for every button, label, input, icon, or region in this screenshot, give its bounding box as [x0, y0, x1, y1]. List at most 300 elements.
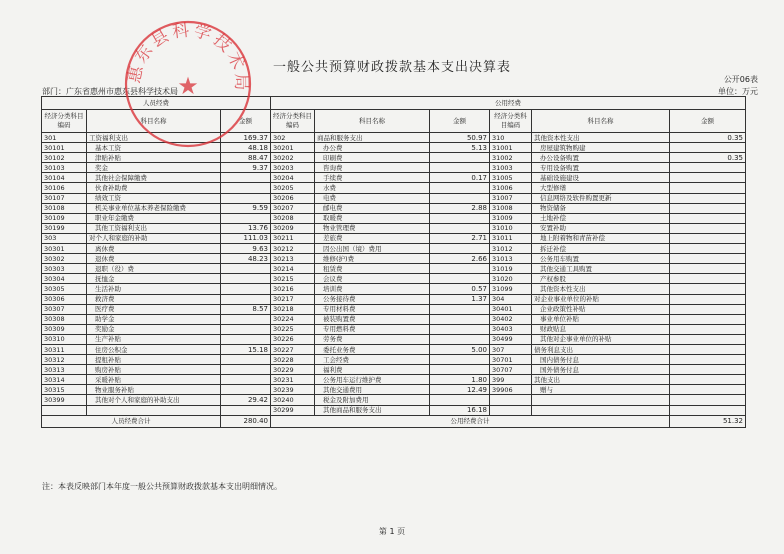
cell-code: 31012 [490, 244, 532, 254]
cell-amount [221, 355, 271, 365]
cell-amount [670, 365, 746, 375]
cell-amount [221, 274, 271, 284]
personnel-total-amount: 280.40 [221, 415, 271, 427]
cell-amount [430, 264, 490, 274]
seal-text: 惠东县科学技术局 [124, 20, 252, 94]
cell-amount: 0.35 [670, 153, 746, 163]
cell-amount [670, 385, 746, 395]
col-header-amount: 金额 [670, 110, 746, 133]
cell-name: 其他商品和服务支出 [315, 405, 430, 415]
cell-amount [670, 344, 746, 354]
cell-name: 退职（役）费 [87, 264, 221, 274]
form-number: 公开06表 [723, 75, 758, 84]
cell-amount [430, 183, 490, 193]
cell-amount: 5.00 [430, 344, 490, 354]
cell-code: 30304 [42, 274, 87, 284]
cell-code: 31007 [490, 193, 532, 203]
cell-amount [670, 395, 746, 405]
cell-code: 30224 [271, 314, 315, 324]
cell-amount [670, 314, 746, 324]
cell-name: 其他对企事业单位的补贴 [532, 334, 670, 344]
table-row [42, 264, 746, 274]
cell-name: 委托业务费 [315, 344, 430, 354]
cell-code [490, 405, 532, 415]
cell-name: 事业单位补贴 [532, 314, 670, 324]
cell-code: 30312 [42, 355, 87, 365]
cell-name: 差旅费 [315, 233, 430, 243]
table-row [42, 163, 746, 173]
cell-amount: 2.71 [430, 233, 490, 243]
cell-code: 30309 [42, 324, 87, 334]
cell-amount: 5.13 [430, 143, 490, 153]
cell-amount [670, 294, 746, 304]
cell-code [490, 395, 532, 405]
cell-code: 30207 [271, 203, 315, 213]
cell-name: 信息网络及软件购置更新 [532, 193, 670, 203]
cell-name: 劳务费 [315, 334, 430, 344]
cell-name: 专用燃料费 [315, 324, 430, 334]
table-row [42, 203, 746, 213]
cell-amount [670, 143, 746, 153]
cell-name: 大型修缮 [532, 183, 670, 193]
cell-amount [221, 193, 271, 203]
cell-amount: 48.23 [221, 254, 271, 264]
cell-name: 奖励金 [87, 324, 221, 334]
cell-name: 基础设施建设 [532, 173, 670, 183]
cell-amount: 0.57 [430, 284, 490, 294]
cell-amount [670, 405, 746, 415]
cell-name: 工资福利支出 [87, 133, 221, 143]
cell-name: 手续费 [315, 173, 430, 183]
cell-amount [430, 153, 490, 163]
public-total-amount: 51.32 [670, 415, 746, 427]
table-row [42, 153, 746, 163]
cell-amount: 50.97 [430, 133, 490, 143]
cell-name: 救济费 [87, 294, 221, 304]
cell-amount [430, 304, 490, 314]
cell-amount: 169.37 [221, 133, 271, 143]
cell-name: 租赁费 [315, 264, 430, 274]
cell-amount [670, 284, 746, 294]
cell-name: 企业政策性补贴 [532, 304, 670, 314]
cell-name: 因公出国（境）费用 [315, 244, 430, 254]
cell-code: 30202 [271, 153, 315, 163]
table-row [42, 314, 746, 324]
cell-name: 税金及附加费用 [315, 395, 430, 405]
cell-name: 机关事业单位基本养老保险缴费 [87, 203, 221, 213]
cell-name: 赠与 [532, 385, 670, 395]
cell-name [532, 405, 670, 415]
personnel-header: 人员经费 [42, 97, 271, 110]
cell-amount [430, 365, 490, 375]
table-row [42, 324, 746, 334]
cell-code: 30707 [490, 365, 532, 375]
table-row [42, 183, 746, 193]
cell-amount: 0.17 [430, 173, 490, 183]
cell-code: 30208 [271, 213, 315, 223]
table-row [42, 375, 746, 385]
cell-code: 30240 [271, 395, 315, 405]
cell-name: 福利费 [315, 365, 430, 375]
cell-amount [670, 375, 746, 385]
cell-code: 30229 [271, 365, 315, 375]
table-row [42, 344, 746, 354]
cell-amount [670, 203, 746, 213]
cell-name: 职业年金缴费 [87, 213, 221, 223]
table-row [42, 213, 746, 223]
cell-code: 30108 [42, 203, 87, 213]
cell-code: 30215 [271, 274, 315, 284]
cell-name: 债务利息支出 [532, 344, 670, 354]
col-header-amount: 金额 [221, 110, 271, 133]
cell-name: 维修(护)费 [315, 254, 430, 264]
cell-code: 30305 [42, 284, 87, 294]
cell-amount: 13.76 [221, 223, 271, 233]
seal-star: ★ [177, 72, 199, 100]
cell-code: 31099 [490, 284, 532, 294]
cell-amount: 9.63 [221, 244, 271, 254]
cell-code: 30307 [42, 304, 87, 314]
cell-name: 退休费 [87, 254, 221, 264]
cell-code: 31019 [490, 264, 532, 274]
col-header-code: 经济分类科目编码 [42, 110, 87, 133]
page-title: 一般公共预算财政拨款基本支出决算表 [272, 60, 511, 75]
cell-amount: 111.03 [221, 233, 271, 243]
cell-name: 取暖费 [315, 213, 430, 223]
cell-code: 31002 [490, 153, 532, 163]
unit-label: 单位：万元 [718, 87, 758, 96]
cell-name: 对个人和家庭的补助 [87, 233, 221, 243]
cell-code: 30310 [42, 334, 87, 344]
cell-amount [670, 244, 746, 254]
cell-code: 30204 [271, 173, 315, 183]
cell-amount [221, 314, 271, 324]
table-row [42, 193, 746, 203]
cell-code: 30201 [271, 143, 315, 153]
cell-code: 30228 [271, 355, 315, 365]
cell-amount [221, 173, 271, 183]
cell-name: 津贴补贴 [87, 153, 221, 163]
cell-amount [670, 274, 746, 284]
cell-code: 31008 [490, 203, 532, 213]
cell-name: 培训费 [315, 284, 430, 294]
cell-amount [221, 385, 271, 395]
cell-name: 工会经费 [315, 355, 430, 365]
cell-amount [670, 324, 746, 334]
cell-code: 31020 [490, 274, 532, 284]
cell-name: 印刷费 [315, 153, 430, 163]
table-row [42, 355, 746, 365]
cell-amount [430, 314, 490, 324]
cell-name: 土地补偿 [532, 213, 670, 223]
cell-amount: 9.59 [221, 203, 271, 213]
cell-code: 30102 [42, 153, 87, 163]
cell-amount [670, 355, 746, 365]
table-row [42, 334, 746, 344]
cell-amount: 1.37 [430, 294, 490, 304]
col-header-code: 经济分类科目编码 [271, 110, 315, 133]
cell-name: 生产补贴 [87, 334, 221, 344]
cell-name: 专用材料费 [315, 304, 430, 314]
department-label: 部门：广东省惠州市惠东县科学技术局 [42, 87, 178, 96]
cell-code: 30101 [42, 143, 87, 153]
cell-amount [221, 334, 271, 344]
cell-code: 30203 [271, 163, 315, 173]
cell-name: 办公设备购置 [532, 153, 670, 163]
cell-code: 31006 [490, 183, 532, 193]
cell-name: 公务用车购置 [532, 254, 670, 264]
cell-code: 30104 [42, 173, 87, 183]
cell-code: 30225 [271, 324, 315, 334]
cell-name: 物业管理费 [315, 223, 430, 233]
cell-code: 31001 [490, 143, 532, 153]
cell-code: 30302 [42, 254, 87, 264]
cell-name: 对企业事业单位的补贴 [532, 294, 670, 304]
cell-amount [430, 213, 490, 223]
cell-code: 399 [490, 375, 532, 385]
cell-code: 303 [42, 233, 87, 243]
cell-name: 其他社会保障缴费 [87, 173, 221, 183]
cell-code [42, 405, 87, 415]
cell-code: 31009 [490, 213, 532, 223]
cell-code: 30227 [271, 344, 315, 354]
cell-code: 31010 [490, 223, 532, 233]
cell-amount: 29.42 [221, 395, 271, 405]
cell-name: 助学金 [87, 314, 221, 324]
cell-code: 310 [490, 133, 532, 143]
cell-name: 公务接待费 [315, 294, 430, 304]
cell-amount: 12.49 [430, 385, 490, 395]
cell-code: 304 [490, 294, 532, 304]
cell-code: 30299 [271, 405, 315, 415]
cell-code: 31013 [490, 254, 532, 264]
cell-name: 奖金 [87, 163, 221, 173]
cell-name: 国内债务付息 [532, 355, 670, 365]
cell-code: 30218 [271, 304, 315, 314]
cell-name: 其他资本性支出 [532, 284, 670, 294]
cell-amount [430, 334, 490, 344]
cell-code: 30106 [42, 183, 87, 193]
cell-name: 其他交通工具购置 [532, 264, 670, 274]
table-row [42, 365, 746, 375]
cell-code: 301 [42, 133, 87, 143]
cell-amount: 1.80 [430, 375, 490, 385]
cell-amount [670, 304, 746, 314]
cell-amount [670, 173, 746, 183]
cell-code: 30206 [271, 193, 315, 203]
cell-code: 30103 [42, 163, 87, 173]
cell-name: 其他资本性支出 [532, 133, 670, 143]
public-total-label: 公用经费合计 [271, 415, 670, 427]
cell-amount [430, 355, 490, 365]
cell-amount [670, 254, 746, 264]
cell-amount [670, 193, 746, 203]
cell-amount [221, 213, 271, 223]
cell-amount: 15.18 [221, 344, 271, 354]
table-row [42, 395, 746, 405]
cell-code: 30499 [490, 334, 532, 344]
cell-code: 30301 [42, 244, 87, 254]
cell-name: 生活补助 [87, 284, 221, 294]
personnel-total-label: 人员经费合计 [42, 415, 221, 427]
cell-amount [430, 274, 490, 284]
col-header-name: 科目名称 [315, 110, 430, 133]
cell-code: 30107 [42, 193, 87, 203]
cell-amount: 2.88 [430, 203, 490, 213]
cell-name [532, 395, 670, 405]
cell-amount: 48.18 [221, 143, 271, 153]
cell-amount [670, 264, 746, 274]
cell-name: 水费 [315, 183, 430, 193]
cell-code: 30216 [271, 284, 315, 294]
cell-code: 30399 [42, 395, 87, 405]
cell-name: 专用设备购置 [532, 163, 670, 173]
cell-amount: 8.57 [221, 304, 271, 314]
table-row [42, 223, 746, 233]
cell-amount [221, 324, 271, 334]
cell-name: 拆迁补偿 [532, 244, 670, 254]
table-row [42, 294, 746, 304]
cell-code: 30217 [271, 294, 315, 304]
cell-name: 住房公积金 [87, 344, 221, 354]
cell-name: 地上附着物和青苗补偿 [532, 233, 670, 243]
table-row [42, 304, 746, 314]
cell-code: 30315 [42, 385, 87, 395]
cell-amount [221, 183, 271, 193]
cell-code: 30313 [42, 365, 87, 375]
cell-amount: 9.37 [221, 163, 271, 173]
cell-code: 30303 [42, 264, 87, 274]
table-row [42, 274, 746, 284]
cell-code: 31011 [490, 233, 532, 243]
cell-amount [670, 183, 746, 193]
cell-amount: 0.35 [670, 133, 746, 143]
cell-code: 30308 [42, 314, 87, 324]
footnote: 注：本表反映部门本年度一般公共预算财政拨款基本支出明细情况。 [42, 482, 282, 491]
public-header: 公用经费 [271, 97, 746, 110]
cell-name: 办公费 [315, 143, 430, 153]
cell-amount [430, 395, 490, 405]
cell-code: 30401 [490, 304, 532, 314]
cell-name: 财政贴息 [532, 324, 670, 334]
col-header-name: 科目名称 [87, 110, 221, 133]
table-row [42, 233, 746, 243]
table-row [42, 244, 746, 254]
cell-name: 安置补助 [532, 223, 670, 233]
col-header-amount: 金额 [430, 110, 490, 133]
cell-amount: 88.47 [221, 153, 271, 163]
cell-amount [221, 375, 271, 385]
cell-code: 30109 [42, 213, 87, 223]
cell-amount [221, 264, 271, 274]
cell-name: 商品和服务支出 [315, 133, 430, 143]
cell-name: 产权参股 [532, 274, 670, 284]
cell-code: 30231 [271, 375, 315, 385]
cell-name: 电费 [315, 193, 430, 203]
table-row [42, 254, 746, 264]
table-row [42, 385, 746, 395]
cell-code: 30306 [42, 294, 87, 304]
cell-code: 30213 [271, 254, 315, 264]
cell-name: 房屋建筑物购建 [532, 143, 670, 153]
cell-name: 抚恤金 [87, 274, 221, 284]
cell-name: 物资储备 [532, 203, 670, 213]
cell-name: 其他支出 [532, 375, 670, 385]
cell-amount [221, 284, 271, 294]
cell-amount [430, 223, 490, 233]
cell-name [87, 405, 221, 415]
cell-code: 31005 [490, 173, 532, 183]
cell-amount [670, 163, 746, 173]
cell-amount: 16.18 [430, 405, 490, 415]
cell-code: 30314 [42, 375, 87, 385]
table-row [42, 173, 746, 183]
page-number: 第 1 页 [378, 527, 406, 536]
cell-name: 其他对个人和家庭的补助支出 [87, 395, 221, 405]
cell-amount [430, 244, 490, 254]
cell-amount: 2.66 [430, 254, 490, 264]
cell-amount [221, 365, 271, 375]
cell-name: 提租补贴 [87, 355, 221, 365]
cell-name: 绩效工资 [87, 193, 221, 203]
table-row [42, 284, 746, 294]
cell-code: 30214 [271, 264, 315, 274]
cell-code: 30212 [271, 244, 315, 254]
cell-name: 咨询费 [315, 163, 430, 173]
cell-code: 30209 [271, 223, 315, 233]
cell-code: 30226 [271, 334, 315, 344]
cell-name: 其他工资福利支出 [87, 223, 221, 233]
cell-amount [670, 233, 746, 243]
cell-name: 被装购置费 [315, 314, 430, 324]
cell-amount [221, 294, 271, 304]
cell-code: 39906 [490, 385, 532, 395]
cell-code: 30211 [271, 233, 315, 243]
cell-code: 30701 [490, 355, 532, 365]
cell-amount [670, 213, 746, 223]
cell-code: 30403 [490, 324, 532, 334]
cell-code: 30402 [490, 314, 532, 324]
cell-name: 物业服务补贴 [87, 385, 221, 395]
cell-name: 医疗费 [87, 304, 221, 314]
cell-code: 302 [271, 133, 315, 143]
cell-code: 30239 [271, 385, 315, 395]
cell-amount [430, 324, 490, 334]
cell-code: 30205 [271, 183, 315, 193]
cell-code: 30311 [42, 344, 87, 354]
cell-name: 基本工资 [87, 143, 221, 153]
official-seal [118, 14, 258, 154]
cell-amount [670, 334, 746, 344]
cell-name: 其他交通费用 [315, 385, 430, 395]
cell-amount [430, 193, 490, 203]
cell-amount [430, 163, 490, 173]
cell-name: 公务用车运行维护费 [315, 375, 430, 385]
cell-name: 采暖补贴 [87, 375, 221, 385]
cell-name: 伙食补助费 [87, 183, 221, 193]
cell-name: 离休费 [87, 244, 221, 254]
cell-name: 购房补贴 [87, 365, 221, 375]
col-header-code: 经济分类科目编码 [490, 110, 532, 133]
col-header-name: 科目名称 [532, 110, 670, 133]
cell-amount [670, 223, 746, 233]
cell-name: 国外债务付息 [532, 365, 670, 375]
cell-code: 30199 [42, 223, 87, 233]
cell-code: 307 [490, 344, 532, 354]
cell-amount [221, 405, 271, 415]
cell-name: 邮电费 [315, 203, 430, 213]
cell-name: 会议费 [315, 274, 430, 284]
